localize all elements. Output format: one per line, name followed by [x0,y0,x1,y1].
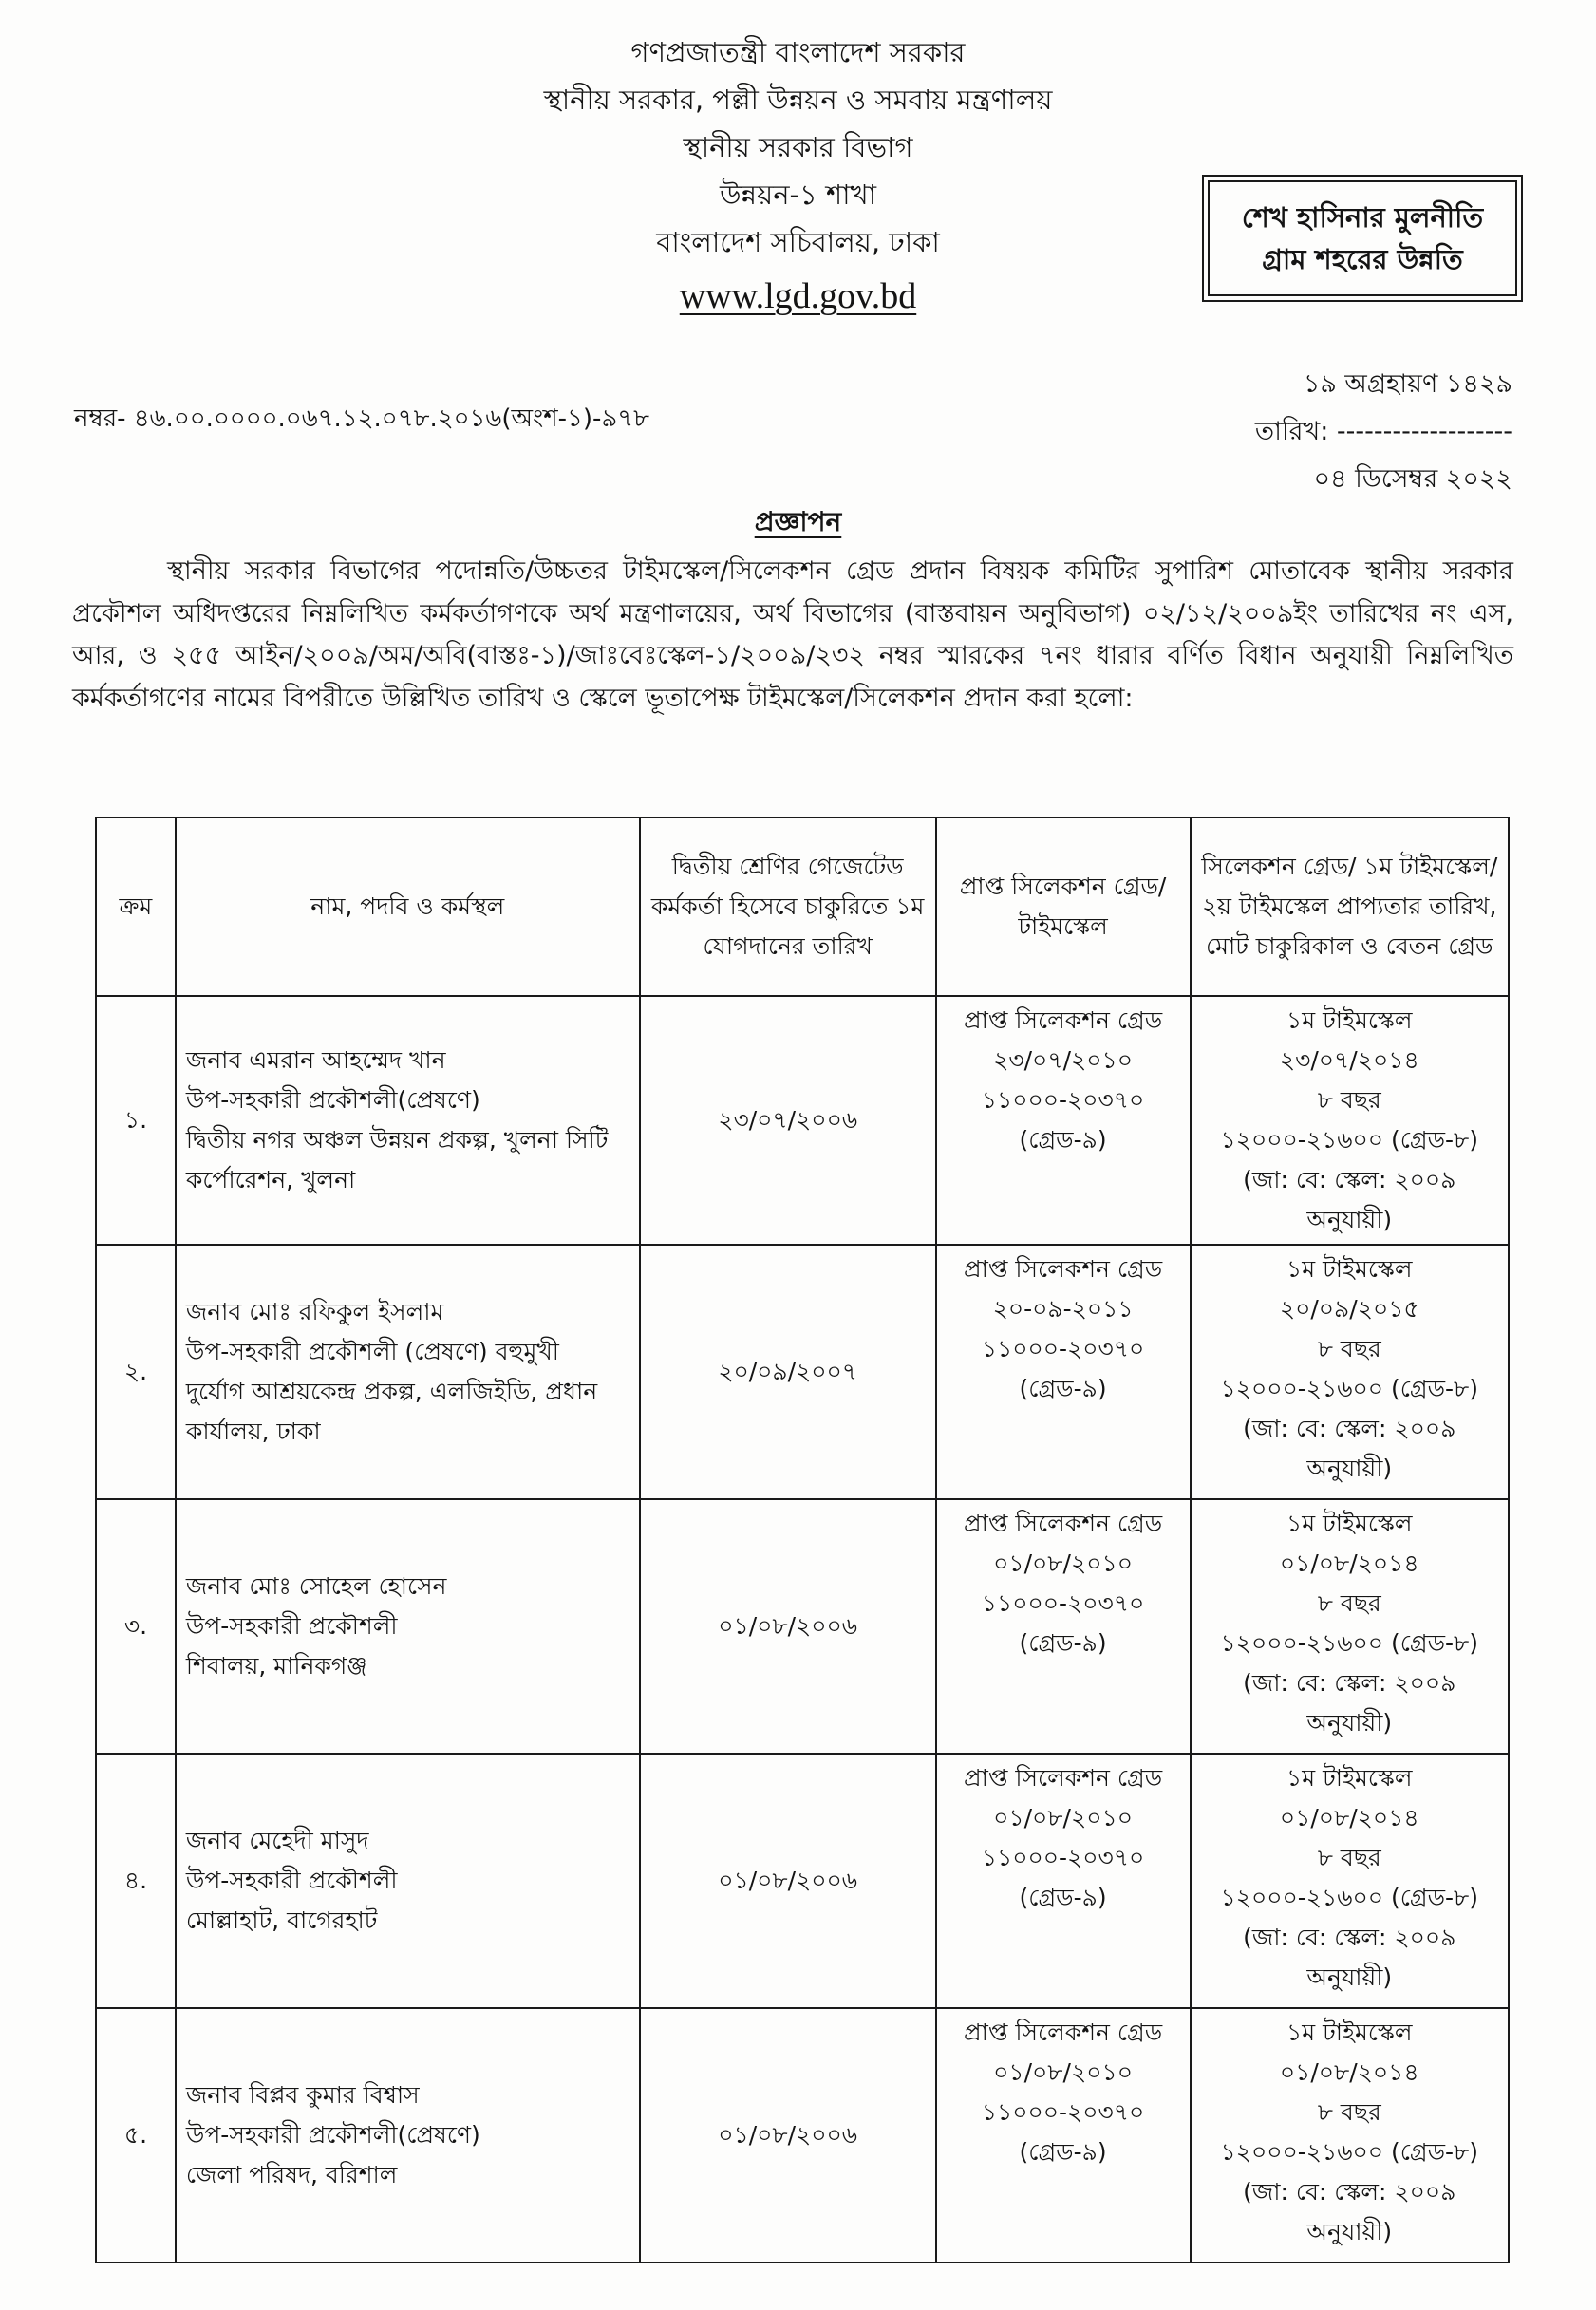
timescale-date: ০১/০৮/২০১৪ [1279,1549,1419,1577]
cell-serial: ৫. [96,2008,176,2263]
selection-scale: ১১০০০-২০৩৭০ [981,1086,1145,1114]
letterhead-ministry: স্থানীয় সরকার, পল্লী উন্নয়ন ও সমবায় মন্ত্রণালয় [543,84,1053,116]
selection-date: ০১/০৮/২০১০ [993,2058,1133,2086]
selection-label: প্রাপ্ত সিলেকশন গ্রেড [963,1510,1163,1537]
timescale-date: ০১/০৮/২০১৪ [1279,1804,1419,1831]
motto-box [1208,180,1517,296]
timescale-label: ১ম টাইমস্কেল [1286,1764,1413,1792]
table-header-row [96,817,1509,996]
promotion-table [95,817,1510,2263]
timescale-note: (জা: বে: স্কেল: ২০০৯ অনুযায়ী) [1243,1415,1456,1482]
cell-name [176,996,640,1245]
timescale-scale: ১২০০০-২১৬০০ (গ্রেড-৮) [1220,1375,1478,1402]
letterhead-address: বাংলাদেশ সচিবালয়, ঢাকা [656,226,940,258]
officer-name: জনাব এমরান আহম্মেদ খান [185,1046,446,1074]
letterhead-branch: উন্নয়ন-১ শাখা [719,178,877,211]
cell-selection-grade [936,996,1191,1245]
officer-designation: উপ-সহকারী প্রকৌশলী(প্রেষণে) [185,2121,480,2149]
officer-workplace: মোল্লাহাট, বাগেরহাট [185,1906,378,1934]
timescale-scale: ১২০০০-২১৬০০ (গ্রেড-৮) [1220,2138,1478,2166]
timescale-service: ৮ বছর [1317,1844,1381,1871]
table-row [96,2008,1509,2263]
cell-joining-date: ০১/০৮/২০০৬ [640,1499,936,1754]
website-link[interactable]: www.lgd.gov.bd [679,276,917,316]
table-row [96,1499,1509,1754]
selection-date: ০১/০৮/২০১০ [993,1804,1133,1831]
cell-joining-date: ২০/০৯/২০০৭ [640,1245,936,1499]
timescale-note: (জা: বে: স্কেল: ২০০৯ অনুযায়ী) [1243,1669,1456,1737]
cell-timescale [1191,1499,1509,1754]
table-row [96,996,1509,1245]
cell-serial: ৪. [96,1754,176,2008]
cell-selection-grade [936,1245,1191,1499]
cell-selection-grade [936,1499,1191,1754]
selection-scale: ১১০০০-২০৩৭০ [981,1844,1145,1871]
cell-selection-grade [936,1754,1191,2008]
cell-serial: ২. [96,1245,176,1499]
date-bangla: ১৯ অগ্রহায়ণ ১৪২৯ [1303,369,1512,399]
officer-workplace: জেলা পরিষদ, বরিশাল [185,2161,398,2188]
notice-title-wrap [0,501,1596,546]
table-row [96,1245,1509,1499]
timescale-service: ৮ বছর [1317,2098,1381,2126]
officer-name: জনাব বিপ্লব কুমার বিশ্বাস [185,2081,420,2109]
officer-workplace: শিবালয়, মানিকগঞ্জ [185,1652,367,1680]
cell-name [176,1245,640,1499]
timescale-service: ৮ বছর [1317,1335,1381,1362]
timescale-note: (জা: বে: স্কেল: ২০০৯ অনুযায়ী) [1243,2178,1456,2245]
officer-designation: উপ-সহকারী প্রকৌশলী (প্রেষণে) বহুমুখী [185,1338,559,1365]
selection-date: ০১/০৮/২০১০ [993,1549,1133,1577]
selection-grade: (গ্রেড-৯) [1019,1629,1107,1657]
cell-name [176,2008,640,2263]
timescale-label: ১ম টাইমস্কেল [1286,1255,1413,1283]
memo-dates [1255,361,1512,503]
officer-workplace: দুর্যোগ আশ্রয়কেন্দ্র প্রকল্প, এলজিইডি, প্রধান কার্যালয়, ঢাকা [185,1378,598,1445]
timescale-date: ২০/০৯/২০১৫ [1279,1295,1419,1323]
officer-name: জনাব মেহেদী মাসুদ [185,1827,369,1854]
memo-number: নম্বর- ৪৬.০০.০০০০.০৬৭.১২.০৭৮.২০১৬(অংশ-১)-৯৭৮ [74,404,649,433]
selection-scale: ১১০০০-২০৩৭০ [981,2098,1145,2126]
cell-timescale [1191,1245,1509,1499]
selection-label: প্রাপ্ত সিলেকশন গ্রেড [963,1255,1163,1283]
cell-name [176,1754,640,2008]
selection-grade: (গ্রেড-৯) [1019,1375,1107,1402]
table-row [96,1754,1509,2008]
timescale-label: ১ম টাইমস্কেল [1286,1006,1413,1034]
selection-label: প্রাপ্ত সিলেকশন গ্রেড [963,2019,1163,2046]
timescale-scale: ১২০০০-২১৬০০ (গ্রেড-৮) [1220,1884,1478,1911]
notice-body: স্থানীয় সরকার বিভাগের পদোন্নতি/উচ্চতর টাইমস্কেল/সিলেকশন গ্রেড প্রদান বিষয়ক কমিটির সুপারিশ মোতাবেক স্থানীয় সরকার প্রকৌশল অধিদপ্তরের নিম্নলিখিত কর্মকর্তাগণকে অর্থ মন্ত্রণালয়ের, অর্থ বিভাগের (বাস্তবায়ন অনুবিভাগ) ০২/১২/২০০৯ইং তারিখের নং এস, আর, ও ২৫৫ আইন/২০০৯/অম/অবি(বাস্তঃ-১)/জাঃবেঃস্কেল-১/২০০৯/২৩২ নম্বর স্মারকের ৭নং ধারার বর্ণিত বিধান অনুযায়ী নিম্নলিখিত কর্মকর্তাগণের নামের বিপরীতে উল্লিখিত তারিখ ও স্কেলে ভূতাপেক্ষ টাইমস্কেল/সিলেকশন প্রদান করা হলো: [72,556,1513,713]
selection-label: প্রাপ্ত সিলেকশন গ্রেড [963,1764,1163,1792]
selection-grade: (গ্রেড-৯) [1019,2138,1107,2166]
cell-serial: ১. [96,996,176,1245]
timescale-service: ৮ বছর [1317,1589,1381,1617]
header-timescale: সিলেকশন গ্রেড/ ১ম টাইমস্কেল/ ২য় টাইমস্কেল প্রাপ্যতার তারিখ, মোট চাকুরিকাল ও বেতন গ্রেড [1191,817,1509,996]
timescale-scale: ১২০০০-২১৬০০ (গ্রেড-৮) [1220,1126,1478,1154]
header-serial: ক্রম [96,817,176,996]
cell-joining-date: ০১/০৮/২০০৬ [640,2008,936,2263]
officer-designation: উপ-সহকারী প্রকৌশলী [185,1612,398,1640]
cell-timescale [1191,2008,1509,2263]
date-label: তারিখ: ------------------- [1254,417,1512,446]
officer-designation: উপ-সহকারী প্রকৌশলী(প্রেষণে) [185,1086,480,1114]
header-selection-grade: প্রাপ্ত সিলেকশন গ্রেড/টাইমস্কেল [936,817,1191,996]
selection-grade: (গ্রেড-৯) [1019,1884,1107,1911]
letterhead-division: স্থানীয় সরকার বিভাগ [683,131,913,163]
header-joining-date: দ্বিতীয় শ্রেণির গেজেটেড কর্মকর্তা হিসেবে চাকুরিতে ১ম যোগদানের তারিখ [640,817,936,996]
cell-timescale [1191,1754,1509,2008]
timescale-note: (জা: বে: স্কেল: ২০০৯ অনুযায়ী) [1243,1924,1456,1991]
officer-designation: উপ-সহকারী প্রকৌশলী [185,1867,398,1894]
selection-scale: ১১০০০-২০৩৭০ [981,1335,1145,1362]
cell-timescale [1191,996,1509,1245]
header-name: নাম, পদবি ও কর্মস্থল [176,817,640,996]
motto-line-2: গ্রাম শহরের উন্নতি [1262,243,1463,275]
cell-serial: ৩. [96,1499,176,1754]
motto-line-1: শেখ হাসিনার মুলনীতি [1241,201,1484,234]
selection-date: ২০-০৯-২০১১ [992,1295,1134,1323]
selection-scale: ১১০০০-২০৩৭০ [981,1589,1145,1617]
officer-name: জনাব মোঃ রফিকুল ইসলাম [185,1298,444,1325]
cell-name [176,1499,640,1754]
timescale-date: ২৩/০৭/২০১৪ [1279,1046,1419,1074]
officer-workplace: দ্বিতীয় নগর অঞ্চল উন্নয়ন প্রকল্প, খুলনা সিটি কর্পোরেশন, খুলনা [185,1126,609,1193]
date-gregorian: ০৪ ডিসেম্বর ২০২২ [1313,464,1512,494]
timescale-label: ১ম টাইমস্কেল [1286,1510,1413,1537]
cell-joining-date: ০১/০৮/২০০৬ [640,1754,936,2008]
notice-title: প্রজ্ঞাপন [754,506,842,537]
cell-selection-grade [936,2008,1191,2263]
selection-date: ২৩/০৭/২০১০ [993,1046,1133,1074]
letterhead-government: গণপ্রজাতন্ত্রী বাংলাদেশ সরকার [630,36,966,68]
timescale-label: ১ম টাইমস্কেল [1286,2019,1413,2046]
timescale-service: ৮ বছর [1317,1086,1381,1114]
timescale-scale: ১২০০০-২১৬০০ (গ্রেড-৮) [1220,1629,1478,1657]
selection-grade: (গ্রেড-৯) [1019,1126,1107,1154]
officer-name: জনাব মোঃ সোহেল হোসেন [185,1572,447,1600]
timescale-note: (জা: বে: স্কেল: ২০০৯ অনুযায়ী) [1243,1166,1456,1233]
selection-label: প্রাপ্ত সিলেকশন গ্রেড [963,1006,1163,1034]
cell-joining-date: ২৩/০৭/২০০৬ [640,996,936,1245]
timescale-date: ০১/০৮/২০১৪ [1279,2058,1419,2086]
